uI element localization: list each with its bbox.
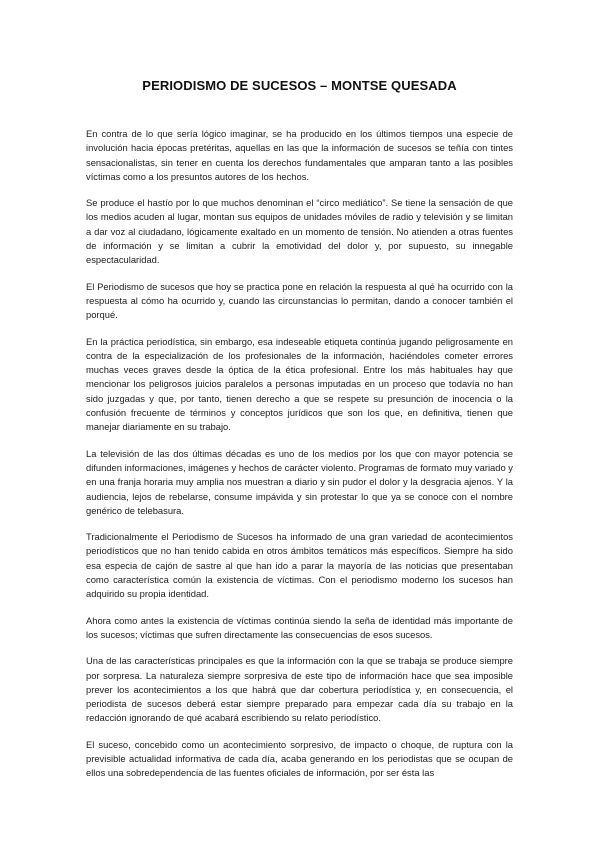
document-body [86,127,513,793]
paragraph: Se produce el hastío por lo que muchos denominan el “circo mediático”. Se tiene la sensación de que los medios acuden al lugar, montan sus equipos de unidades móviles de radio y televisión y se limitan a dar voz al ciudadano, lógicamente exaltado en un momento de tensión. No atienden a otras fuentes de información y se limitan a cubrir la emotividad del dolor y, por supuesto, su innegable espectacularidad. [86,197,513,266]
paragraph: La televisión de las dos últimas décadas es uno de los medios por los que con mayor potencia se difunden informaciones, imágenes y hechos de carácter violento. Programas de formato muy variado y en una franja horaria muy amplia nos muestran a diario y sin pudor el dolor y la desgracia ajenos. Y la audiencia, lejos de rebelarse, consume impávida y sin protestar lo que ya se conoce con el nombre genérico de telebasura. [86,447,513,516]
paragraph: Ahora como antes la existencia de víctimas continúa siendo la seña de identidad más importante de los sucesos; víctimas que sufren directamente las consecuencias de esos sucesos. [86,614,513,640]
document-title: PERIODISMO DE SUCESOS – MONTSE QUESADA [142,78,457,93]
paragraph: En contra de lo que sería lógico imaginar, se ha producido en los últimos tiempos una especie de involución hacia épocas pretéritas, aquellas en las que la información de sucesos se teñía con tintes sensacionalistas, sin tener en cuenta los derechos fundamentales que amparan tanto a las posibles víctimas como a los presuntos autores de los hechos. [86,128,513,182]
paragraph: Una de las características principales es que la información con la que se trabaja se produce siempre por sorpresa. La naturaleza siempre sorpresiva de este tipo de información hace que sea imposible prever los acontecimientos a los que habrá que dar cobertura periodística y, en consecuencia, el periodista de sucesos deberá estar siempre preparado para empezar cada día su trabajo en la redacción ignorando de qué acabará escribiendo su relato periodístico. [86,655,513,724]
paragraph: En la práctica periodística, sin embargo, esa indeseable etiqueta continúa jugando peligrosamente en contra de la especialización de los profesionales de la información, haciéndoles cometer errores muchas veces graves desde la óptica de la ética profesional. Entre los más habituales hay que mencionar los peligrosos juicios paralelos a personas imputadas en un proceso que todavía no han sido juzgadas y que, por tanto, tienen derecho a que se respete su presunción de inocencia o la confusión frecuente de términos y conceptos jurídicos que son los que, en definitiva, tienen que manejar diariamente en su trabajo. [86,335,513,433]
paragraph: El suceso, concebido como un acontecimiento sorpresivo, de impacto o choque, de ruptura con la previsible actualidad informativa de cada día, acaba generando en los periodistas que se ocupan de ellos una sobredependencia de las fuentes oficiales de información, por ser ésta las [86,738,513,779]
paragraph: El Periodismo de sucesos que hoy se practica pone en relación la respuesta al qué ha ocurrido con la respuesta al cómo ha ocurrido y, cuando las circunstancias lo permitan, dando a conocer también el porqué. [86,280,513,321]
paragraph: Tradicionalmente el Periodismo de Sucesos ha informado de una gran variedad de acontecimientos periodísticos que no han tenido cabida en otros ámbitos temáticos más específicos. Siempre ha sido esa especia de cajón de sastre al que han ido a parar la mayoría de las noticias que presentaban como característica común la existencia de víctimas. Con el periodismo moderno los sucesos han adquirido su propia identidad. [86,531,513,600]
